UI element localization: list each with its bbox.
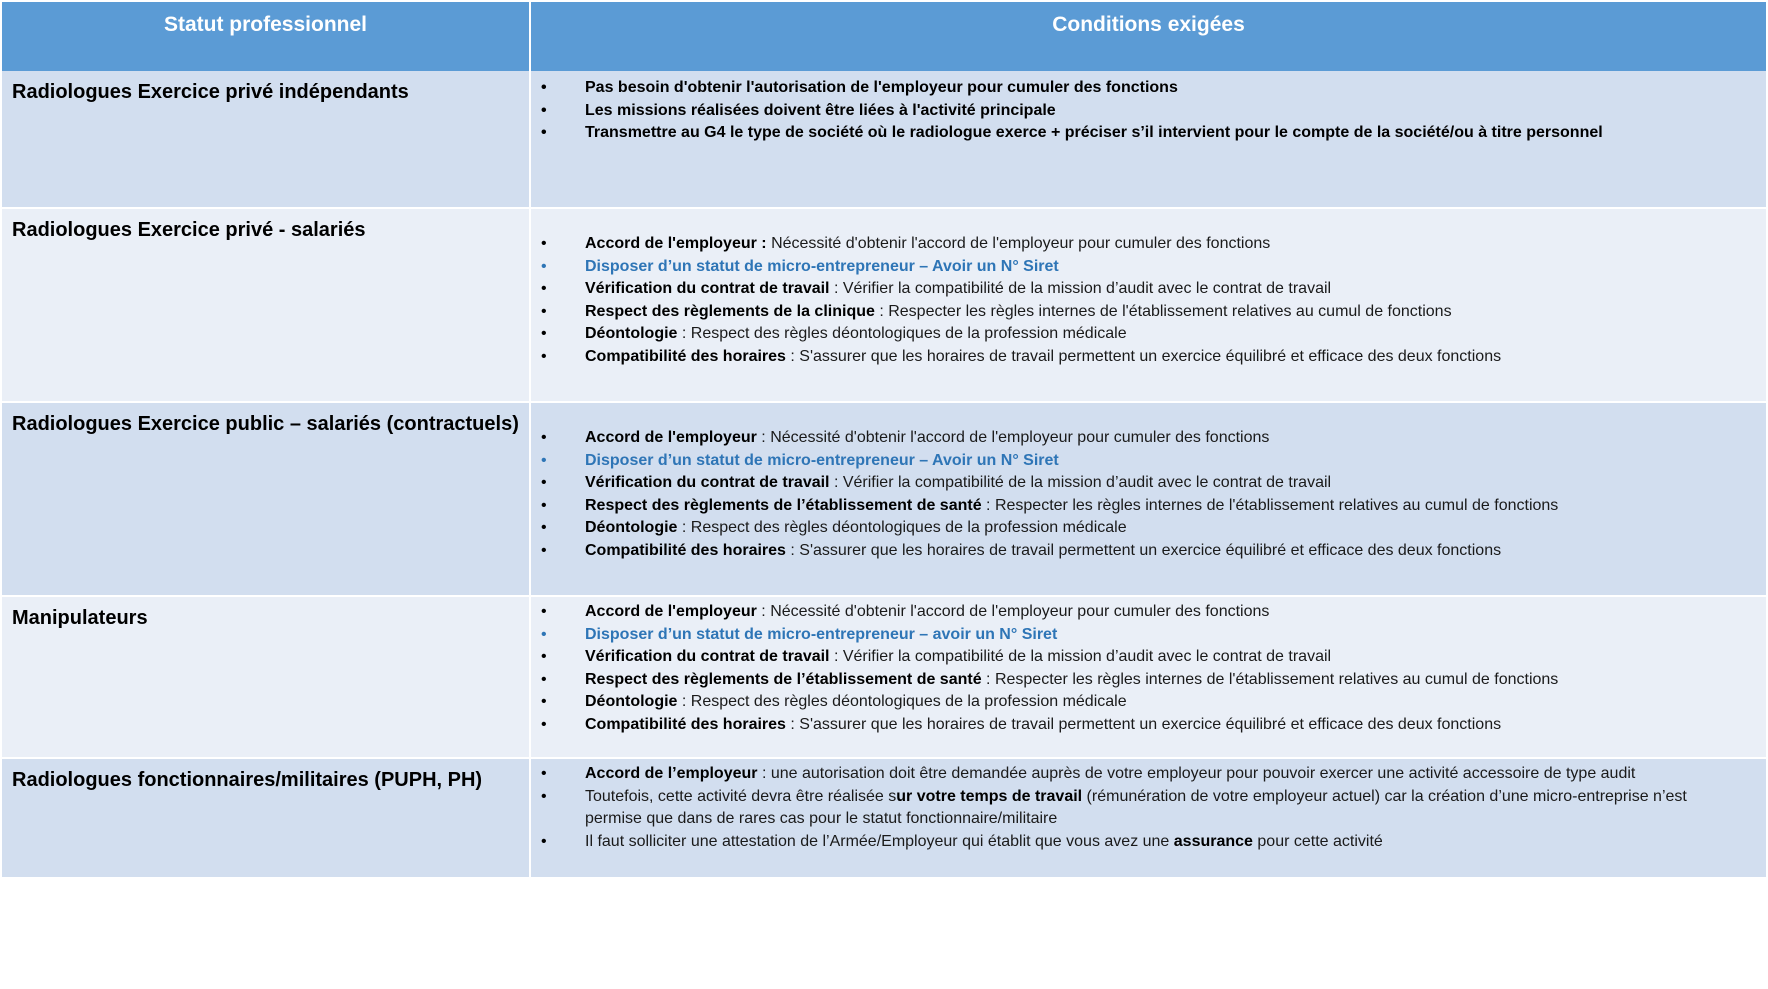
table-row: [2, 209, 1766, 401]
condition-item: • Compatibilité des horaires : S'assurer que les horaires de travail permettent un exercice équilibré et efficace des deux fonctions: [541, 347, 1502, 365]
status-label: Manipulateurs: [12, 607, 148, 629]
condition-item: • Disposer d’un statut de micro-entrepreneur – Avoir un N° Siret: [541, 257, 1059, 275]
condition-item: • Accord de l’employeur : une autorisation doit être demandée auprès de votre employeur pour pouvoir exercer une activité accessoire de type audit: [541, 765, 1636, 782]
condition-item: • Déontologie : Respect des règles déontologiques de la profession médicale: [541, 519, 1127, 537]
conditions-cell: [531, 403, 1766, 595]
condition-item: • Déontologie : Respect des règles déontologiques de la profession médicale: [541, 693, 1127, 711]
condition-item: • Toutefois, cette activité devra être réalisée sur votre temps de travail (rémunération de votre employeur actuel) car la création d’une micro-entreprise n’est permise que dans de rares cas pour le statut fonctionnaire/militaire: [541, 787, 1687, 828]
status-cell: [2, 759, 529, 877]
condition-item: • Déontologie : Respect des règles déontologiques de la profession médicale: [541, 325, 1127, 343]
condition-item: • Compatibilité des horaires : S'assurer que les horaires de travail permettent un exercice équilibré et efficace des deux fonctions: [541, 541, 1502, 559]
status-cell: [2, 597, 529, 757]
status-label: Radiologues fonctionnaires/militaires (PUPH, PH): [12, 769, 483, 791]
status-cell: [2, 71, 529, 207]
condition-item: • Transmettre au G4 le type de société où le radiologue exerce + préciser s’il intervient pour le compte de la société/ou à titre personnel: [541, 124, 1603, 142]
header-conditions: Conditions exigées: [531, 2, 1766, 75]
conditions-cell: [531, 209, 1766, 401]
condition-item: • Vérification du contrat de travail : Vérifier la compatibilité de la mission d’audit avec le contrat de travail: [541, 648, 1332, 666]
condition-item: • Pas besoin d'obtenir l'autorisation de l'employeur pour cumuler des fonctions: [541, 79, 1178, 96]
conditions-list: [531, 601, 1766, 737]
table-row: [2, 759, 1766, 877]
header-statut: Statut professionnel: [2, 2, 529, 75]
condition-item: • Respect des règlements de l’établissement de santé : Respecter les règles internes de l'établissement relatives au cumul de fonctions: [541, 670, 1559, 688]
conditions-cell: [531, 71, 1766, 207]
condition-item: • Accord de l'employeur : Nécessité d'obtenir l'accord de l'employeur pour cumuler des fonctions: [541, 603, 1270, 620]
condition-item: • Les missions réalisées doivent être liées à l'activité principale: [541, 101, 1056, 119]
condition-item: • Respect des règlements de l’établissement de santé : Respecter les règles internes de l'établissement relatives au cumul de fonctions: [541, 496, 1559, 514]
status-cell: [2, 403, 529, 595]
conditions-cell: [531, 597, 1766, 757]
condition-item: • Disposer d’un statut de micro-entrepreneur – Avoir un N° Siret: [541, 451, 1059, 469]
table-row: [2, 597, 1766, 757]
condition-item: • Disposer d’un statut de micro-entrepreneur – avoir un N° Siret: [541, 625, 1058, 643]
condition-item: • Accord de l'employeur : Nécessité d'obtenir l'accord de l'employeur pour cumuler des fonctions: [541, 429, 1270, 446]
status-label: Radiologues Exercice public – salariés (contractuels): [12, 413, 519, 435]
status-cell: [2, 209, 529, 401]
status-label: Radiologues Exercice privé indépendants: [12, 81, 409, 103]
condition-item: • Accord de l'employeur : Nécessité d'obtenir l'accord de l'employeur pour cumuler des fonctions: [541, 235, 1271, 252]
condition-item: • Respect des règlements de la clinique : Respecter les règles internes de l'établissement relatives au cumul de fonctions: [541, 302, 1452, 320]
conditions-list: [531, 77, 1766, 145]
conditions-list: [531, 427, 1766, 563]
conditions-cell: [531, 759, 1766, 877]
condition-item: • Compatibilité des horaires : S'assurer que les horaires de travail permettent un exercice équilibré et efficace des deux fonctions: [541, 715, 1502, 733]
status-label: Radiologues Exercice privé - salariés: [12, 219, 366, 241]
condition-item: • Vérification du contrat de travail : Vérifier la compatibilité de la mission d’audit avec le contrat de travail: [541, 280, 1332, 298]
conditions-list: [531, 763, 1766, 853]
table-row: [2, 71, 1766, 207]
table-row: [2, 403, 1766, 595]
condition-item: • Il faut solliciter une attestation de l’Armée/Employeur qui établit que vous avez une assurance pour cette activité: [541, 832, 1383, 850]
conditions-list: [531, 233, 1766, 369]
condition-item: • Vérification du contrat de travail : Vérifier la compatibilité de la mission d’audit avec le contrat de travail: [541, 474, 1332, 492]
